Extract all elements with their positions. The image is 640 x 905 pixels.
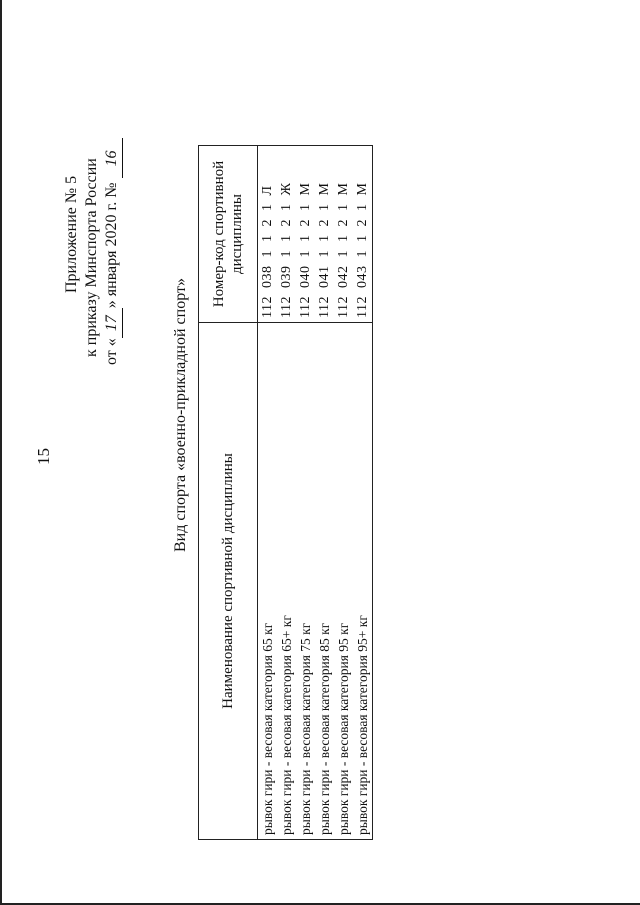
table-row xyxy=(258,146,278,840)
table-row xyxy=(296,146,315,840)
table-row xyxy=(334,146,353,840)
discipline-code: 112 043 1 1 2 1 М xyxy=(353,146,373,323)
discipline-name: рывок гири - весовая категория 95 кг xyxy=(334,323,353,840)
discipline-code: 112 038 1 1 2 1 Л xyxy=(258,146,278,323)
discipline-code: 112 040 1 1 2 1 М xyxy=(296,146,315,323)
discipline-name: рывок гири - весовая категория 85 кг xyxy=(315,323,334,840)
discipline-name: рывок гири - весовая категория 65+ кг xyxy=(277,323,296,840)
date-prefix: от « xyxy=(103,338,120,365)
header-discipline-name: Наименование спортивной дисциплины xyxy=(199,323,258,840)
discipline-code: 112 039 1 1 2 1 Ж xyxy=(277,146,296,323)
header-code-line2: дисциплины xyxy=(229,193,245,275)
table-row xyxy=(315,146,334,840)
discipline-name: рывок гири - весовая категория 95+ кг xyxy=(353,323,373,840)
disciplines-table xyxy=(198,145,373,840)
date-day: 17 xyxy=(102,308,123,338)
table-row xyxy=(277,146,296,840)
sport-title: Вид спорта «военно-прикладной спорт» xyxy=(172,278,189,553)
order-number: 16 xyxy=(102,138,123,178)
appendix-date-line xyxy=(102,85,123,365)
header-code-line1: Номер-код спортивной xyxy=(211,160,227,308)
appendix-header xyxy=(62,85,123,365)
header-discipline-code xyxy=(199,146,258,323)
discipline-code: 112 042 1 1 2 1 М xyxy=(334,146,353,323)
page-number: 15 xyxy=(34,448,53,465)
discipline-code: 112 041 1 1 2 1 М xyxy=(315,146,334,323)
discipline-name: рывок гири - весовая категория 65 кг xyxy=(258,323,278,840)
appendix-order-ref: к приказу Минспорта России xyxy=(83,158,100,357)
appendix-title: Приложение № 5 xyxy=(63,175,80,293)
discipline-name: рывок гири - весовая категория 75 кг xyxy=(296,323,315,840)
date-suffix: » января 2020 г. № xyxy=(103,182,120,309)
table-row xyxy=(353,146,373,840)
